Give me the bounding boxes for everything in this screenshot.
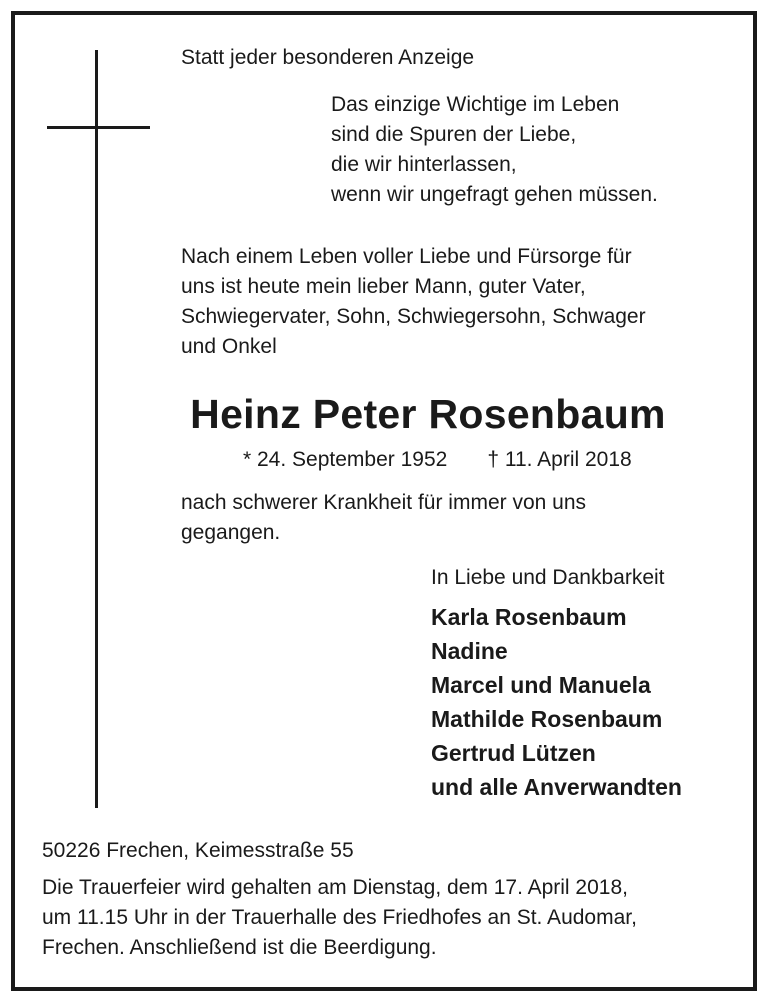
birth-date: * 24. September 1952 — [243, 448, 448, 471]
ceremony-line: um 11.15 Uhr in der Trauerhalle des Friedhofes an St. Audomar, — [42, 906, 637, 929]
family-list — [431, 600, 682, 804]
body-line: und Onkel — [181, 335, 277, 358]
family-member: und alle Anverwandten — [431, 774, 682, 800]
address: 50226 Frechen, Keimesstraße 55 — [42, 839, 354, 862]
death-date: † 11. April 2018 — [487, 448, 632, 471]
family-member: Marcel und Manuela — [431, 672, 651, 698]
passing-line: gegangen. — [181, 521, 281, 544]
ceremony-line: Die Trauerfeier wird gehalten am Dienstag, dem 17. April 2018, — [42, 876, 628, 899]
ceremony-info — [42, 873, 637, 963]
body-line: Schwiegervater, Sohn, Schwiegersohn, Schwager — [181, 305, 646, 328]
poem-line: wenn wir ungefragt gehen müssen. — [331, 183, 658, 206]
poem-line: die wir hinterlassen, — [331, 153, 517, 176]
body-line: uns ist heute mein lieber Mann, guter Vater, — [181, 275, 586, 298]
poem — [331, 90, 658, 210]
family-member: Gertrud Lützen — [431, 740, 596, 766]
cross-icon-horizontal — [47, 126, 150, 129]
body-line: Nach einem Leben voller Liebe und Fürsorge für — [181, 245, 632, 268]
intro-line: Statt jeder besonderen Anzeige — [181, 46, 475, 69]
body-text — [181, 242, 646, 362]
poem-line: Das einzige Wichtige im Leben — [331, 93, 620, 116]
ceremony-line: Frechen. Anschließend ist die Beerdigung. — [42, 936, 437, 959]
family-member: Nadine — [431, 638, 508, 664]
deceased-name: Heinz Peter Rosenbaum — [190, 391, 666, 437]
family-member: Karla Rosenbaum — [431, 604, 627, 630]
poem-line: sind die Spuren der Liebe, — [331, 123, 577, 146]
thanks-line: In Liebe und Dankbarkeit — [431, 566, 665, 589]
family-member: Mathilde Rosenbaum — [431, 706, 663, 732]
passing-text — [181, 488, 586, 548]
passing-line: nach schwerer Krankheit für immer von uns — [181, 491, 586, 514]
life-dates — [243, 445, 632, 475]
